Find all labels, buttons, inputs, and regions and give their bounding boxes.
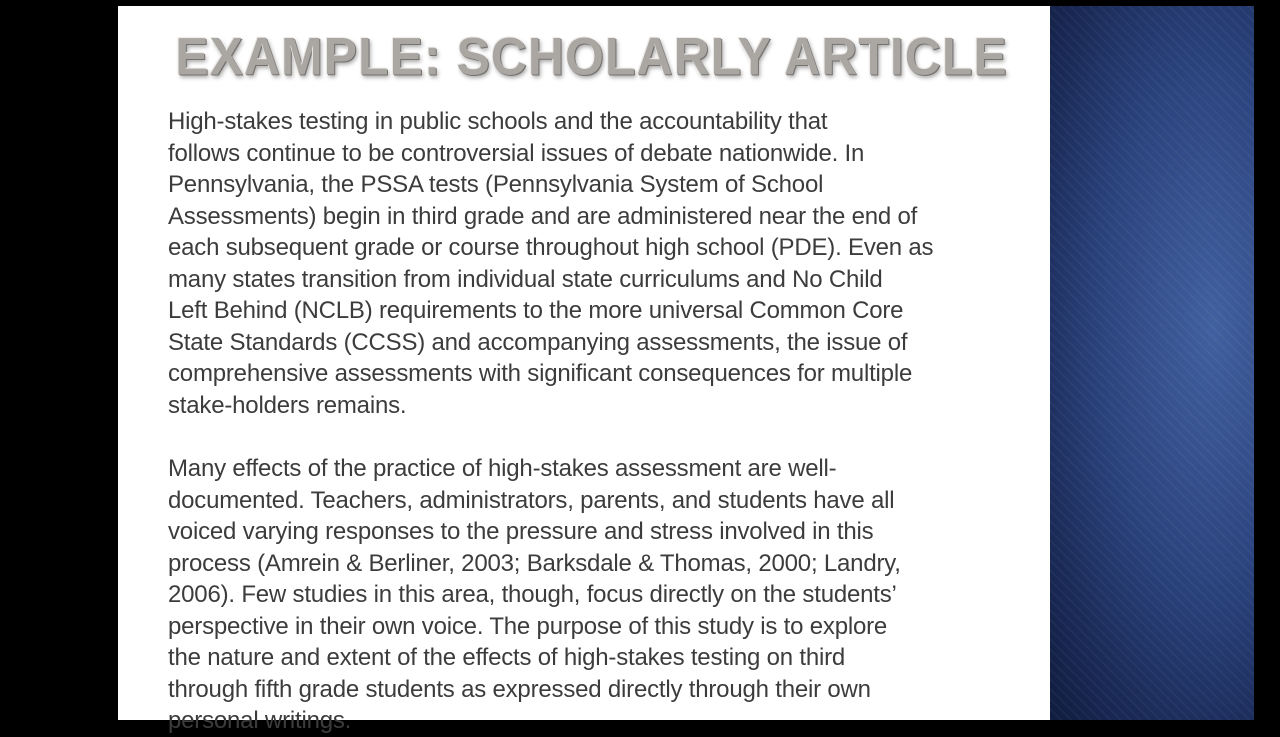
text-line: Left Behind (NCLB) requirements to the more universal Common Core: [168, 297, 904, 324]
text-line: many states transition from individual state curriculums and No Child: [168, 265, 883, 293]
text-line: 2006). Few studies in this area, though, focus directly on the students’: [168, 581, 897, 608]
text-line: documented. Teachers, administrators, parents, and students have all: [168, 486, 895, 514]
text-line: personal writings.: [168, 707, 352, 734]
text-line: each subsequent grade or course throughout high school (PDE). Even as: [168, 234, 934, 261]
text-line: Pennsylvania, the PSSA tests (Pennsylvania System of School: [168, 171, 824, 198]
slide-title: EXAMPLE: SCHOLARLY ARTICLE: [175, 26, 1008, 87]
text-line: stake-holders remains.: [168, 391, 407, 419]
right-black-bar: [1254, 0, 1280, 720]
text-line: the nature and extent of the effects of high-stakes testing on third: [168, 644, 846, 671]
text-line: process (Amrein & Berliner, 2003; Barksdale & Thomas, 2000; Landry,: [168, 549, 901, 577]
slide-side-gradient-panel: [1050, 0, 1254, 720]
text-line: Assessments) begin in third grade and are administered near the end of: [168, 202, 918, 230]
text-line: voiced varying responses to the pressure and stress involved in this: [168, 518, 874, 545]
slide-body: [168, 106, 1015, 737]
text-line: State Standards (CCSS) and accompanying assessments, the issue of: [168, 328, 908, 356]
paragraph-1: [168, 106, 1015, 421]
text-line: High-stakes testing in public schools and the accountability that: [168, 108, 828, 135]
presentation-slide: [118, 6, 1050, 734]
paragraph-2: [168, 453, 1015, 737]
text-line: Many effects of the practice of high-stakes assessment are well-: [168, 455, 837, 482]
text-line: follows continue to be controversial issues of debate nationwide. In: [168, 139, 865, 167]
text-line: perspective in their own voice. The purpose of this study is to explore: [168, 612, 888, 640]
text-line: comprehensive assessments with significant consequences for multiple: [168, 360, 913, 387]
text-line: through fifth grade students as expressed directly through their own: [168, 675, 871, 703]
top-letterbox-bar: [0, 0, 1280, 6]
